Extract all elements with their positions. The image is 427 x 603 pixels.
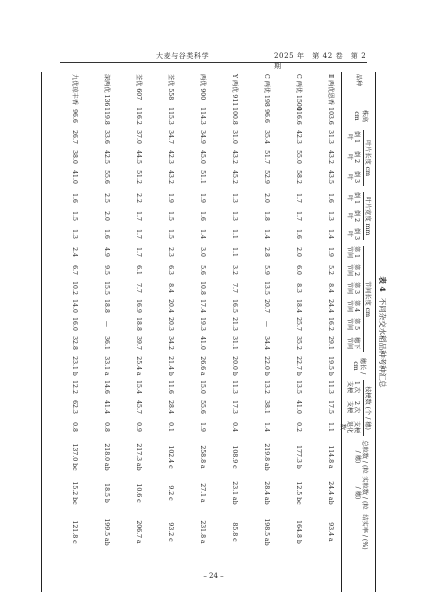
table-cell: 20.0 b [231,356,238,376]
table-cell: 16.5 [231,299,238,313]
table-cell: 15.2 bc [71,481,78,505]
table-cell: 13.5 [263,281,270,295]
table-cell: 2.0 [295,247,302,257]
table-cell: 1.7 [135,247,142,257]
table-cell: 31.0 [231,130,238,144]
sub-header-leaf-width-2: 倒 2 叶 [346,209,360,223]
table-cell: 19.5 b [327,356,334,376]
group-underline [363,380,364,436]
height-header: 株高 [361,109,368,123]
table-cell: 1.9 [167,193,174,203]
table-cell: 1.3 [231,193,238,203]
table-cell: 20.7 [263,299,270,313]
table-cell: 42.5 [103,150,110,164]
table-cell: 15.0 [199,380,206,394]
table-cell: 85.8 c [231,522,238,542]
table-cell: 164.8 b [295,520,302,544]
table-cell: 1.1 [327,422,334,432]
table-cell: 43.5 [327,170,334,184]
sub-header-leaf-width-3: 倒 3 叶 [346,227,360,241]
table-cell: 219.8 ab [263,443,270,471]
table-cell: 16.9 [135,299,142,313]
table-cell: 2.0 [263,193,270,203]
sub-header-branches-3: 支梗 退化数 [339,420,360,434]
table-cell: 93.4 a [327,522,334,542]
sub-header-leaf-length-2: 倒 2 叶 [346,150,360,164]
table-cell: 62.3 [71,400,78,414]
table-cell: 1.6 [295,229,302,239]
table-cell: 32.8 [71,336,78,350]
variety-name: Y 两优 911 [231,74,238,107]
table-cell: 28.4 ab [263,481,270,505]
table-cell: 25.7 [295,317,302,331]
table-cell: 15.4 [135,380,142,394]
table-cell: 16.2 [327,317,334,331]
table-cell: 23.1 ab [231,481,238,505]
table-cell: 1.6 [327,193,334,203]
table-cell: 20.3 [167,317,174,331]
table-cell: 1.7 [135,211,142,221]
table-cell: 45.0 [199,150,206,164]
page-number: – 24 – [203,572,224,580]
table-cell: 1.8 [263,211,270,221]
variety-header: 品种 [355,74,362,87]
table-cell: 44.5 [135,150,142,164]
variety-name: 荃优 558 [167,74,174,101]
total-grains-header: 总粒数 / (粒 / 穗) [354,440,368,474]
table-cell: 21.4 b [167,356,174,376]
table-cell: 0.4 [231,422,238,432]
table-cell: 102.4 c [167,445,174,469]
table-cell: 6.3 [167,265,174,275]
sub-header-internode-3: 第 3 节间 [346,281,360,295]
table-cell: 258.8 a [199,445,206,469]
table-cell: 1.5 [167,211,174,221]
table-cell: 93.2 c [167,522,174,542]
sub-header-leaf-length-3: 倒 3 叶 [346,170,360,184]
table-cell: 25.4 a [135,356,142,376]
table-cell: 22.7 b [295,356,302,376]
table-cell: 35.2 [295,336,302,350]
table-cell: 33.1 a [103,356,110,376]
table-cell: 18.8 [103,299,110,313]
table-cell: 1.7 [295,193,302,203]
table-cell: 42.3 [167,150,174,164]
sub-header-internode-5: 第 5 节间 [346,317,360,331]
issue-info: 2025 年 第 42 卷 第 2 期 [274,52,367,70]
variety-name: 两优 900 [199,74,206,101]
table-cell: 1.5 [167,229,174,239]
top-rule [375,72,376,592]
running-header [60,50,367,70]
table-cell: 10.8 [199,281,206,295]
table-cell: 26.6 a [199,356,206,376]
table-cell: 218.0 ab [103,443,110,471]
table-cell: — [103,320,110,328]
sub-header-branches-1: 1 次 支梗 [346,380,360,394]
table-cell: 114.3 [199,107,206,125]
sub-header-branches-2: 2 次 支梗 [346,400,360,414]
table-cell: 1.3 [71,229,78,239]
header-rule [341,72,342,592]
bottom-rule [41,72,42,592]
variety-name: 荃优 607 [135,74,142,101]
table-cell: 5.2 [327,265,334,275]
setting-rate-header: 结实率 / (%) [361,514,368,550]
table-cell: 11.6 [167,380,174,394]
table-cell: 6.1 [135,265,142,275]
table-cell: 33.6 [103,130,110,144]
table-cell: 17.3 [231,400,238,414]
table-cell: 1.4 [263,422,270,432]
table-cell: 206.7 a [135,520,142,544]
table-cell: 116.2 [135,107,142,125]
group-underline [363,246,364,352]
table-cell: 121.8 c [71,520,78,544]
table-cell: 20.4 [167,299,174,313]
table-cell: 41.0 [71,170,78,184]
table-cell: 10.2 [71,281,78,295]
table-cell: 8.3 [295,283,302,293]
filled-grains-header: 实粒数 / (粒 / 穗) [354,476,368,510]
table-cell: 43.2 [231,150,238,164]
table-cell: 1.7 [135,229,142,239]
table-cell: 41.0 [199,336,206,350]
group-underline [363,192,364,240]
table-cell: 41.4 [103,400,110,414]
table-cell: 22.0 b [263,356,270,376]
table-cell: 12.5 bc [295,481,302,505]
table-caption [377,72,388,592]
table-cell: 24.4 ab [327,481,334,505]
table-cell: 8.4 [327,283,334,293]
table-cell: 12.2 [71,380,78,394]
table-cell: 15.5 [103,281,110,295]
sub-header-internode-2: 第 2 节间 [346,263,360,277]
table-cell: 1.1 [231,247,238,257]
sub-header-leaf-length-1: 倒 1 叶 [346,130,360,144]
table-cell: 1.9 [327,247,334,257]
leaf-length-group: 叶片长度 cm [364,139,371,177]
table-cell: 177.3 b [295,445,302,469]
table-cell: 55.0 [295,150,302,164]
table-cell: 31.3 [327,130,334,144]
table-cell: 51.2 [135,170,142,184]
table-cell: 43.2 [167,170,174,184]
table-cell: 41.0 [295,400,302,414]
table-cell: 34.9 [199,130,206,144]
variety-name: C 两优 198 [263,74,270,107]
table-cell: 137.0 bc [71,443,78,471]
table-cell: 1.1 [231,229,238,239]
table-cell: 96.6 [263,109,270,123]
table-cell: 23.1 b [71,356,78,376]
table-cell: 26.7 [71,130,78,144]
variety-name: Ⅱ 两优恩香 [327,74,334,105]
table-cell: 35.4 [263,130,270,144]
table-cell: 2.2 [135,193,142,203]
table-cell: 37.0 [135,130,142,144]
sub-header-internode-1: 第 1 节间 [346,245,360,259]
table-cell: 51.1 [199,170,206,184]
table-cell: 13.5 [295,380,302,394]
table-cell: 7.7 [135,283,142,293]
table-cell: 199.5 ab [103,518,110,546]
table-cell: 1.6 [103,229,110,239]
panicle-header: 穗长 / cm [352,357,366,375]
table-cell: 17.4 [199,299,206,313]
table-cell: 34.2 [167,336,174,350]
table-cell: 96.6 [71,109,78,123]
table-cell: 2.5 [103,193,110,203]
table-cell: 6.0 [295,265,302,275]
table-cell: 231.8 a [199,520,206,544]
table-cell: 6.7 [71,265,78,275]
table-cell: 51.7 [263,150,270,164]
table-cell: 1.9 [199,193,206,203]
table-cell: 58.2 [295,170,302,184]
table-cell: 9.2 c [167,485,174,501]
table-cell: 39.7 [135,336,142,350]
table-cell: 55.6 [103,170,110,184]
table-cell: 1.7 [295,211,302,221]
table-cell: 2.4 [71,247,78,257]
table-cell: 42.3 [295,130,302,144]
table-cell: 45.2 [231,170,238,184]
table-cell: 10.6 c [135,483,142,503]
table-cell: 115.3 [167,107,174,125]
table-cell: 1.6 [71,193,78,203]
table-cell: 217.3 ab [135,443,142,471]
table-cell: 28.4 [167,400,174,414]
table-cell: 5.6 [199,265,206,275]
table-cell: 55.6 [199,400,206,414]
table-cell: 18.5 b [103,483,110,503]
table-cell: 1.4 [199,229,206,239]
sub-header-internode-4: 第 4 节间 [346,299,360,313]
table-cell: 1.5 [71,211,78,221]
table-cell: 14.0 [71,299,78,313]
table-cell: 9.5 [103,265,110,275]
table-label: 表 4 [378,276,387,292]
table-cell: 2.8 [263,247,270,257]
table-cell: 100.8 [231,107,238,125]
table-cell: 8.4 [167,283,174,293]
table-title: 不同杂交水稻品种考种汇总 [378,297,387,388]
table-cell: 36.1 [103,336,110,350]
table-cell: 5.9 [263,265,270,275]
table-cell: 11.3 [327,380,334,394]
table-cell: 1.4 [327,229,334,239]
table-cell: 3.0 [199,247,206,257]
sub-header-leaf-width-1: 倒 1 叶 [346,191,360,205]
table-cell: 2.0 [103,211,110,221]
table-cell: 119.8 [103,107,110,125]
variety-name: 九优琼丰香 [71,74,78,105]
table-cell: 114.8 a [327,445,334,469]
table-cell: 18.8 [135,317,142,331]
table-cell: 1.3 [231,211,238,221]
table-cell: 31.1 [231,336,238,350]
table-cell: 14.6 [103,380,110,394]
table-cell: 1.9 [199,422,206,432]
variety-name: 深两优 136 [103,74,110,107]
branches-group: 枝梗数 (个 / 穗) [364,386,371,430]
journal-name: 大麦与谷类科学 [156,52,210,60]
table-cell: 3.2 [231,265,238,275]
table-cell: 52.9 [263,170,270,184]
table-cell: 7.7 [231,283,238,293]
table-cell: 34.4 [263,336,270,350]
table-cell: 21.3 [231,317,238,331]
table-cell: 19.3 [199,317,206,331]
table-cell: 27.1 a [199,483,206,503]
table-cell: 4.9 [103,247,110,257]
table-cell: 17.5 [327,400,334,414]
table-cell: 38.1 [263,400,270,414]
table-cell: 103.6 [327,107,334,125]
table-cell: 108.9 c [231,445,238,469]
table-cell: 1.3 [327,211,334,221]
table-cell: 0.9 [135,422,142,432]
table-cell: 24.4 [327,299,334,313]
table-cell: 1.4 [263,229,270,239]
sub-header-internode-6: 穗下节间 [346,336,360,350]
table-cell: 0.1 [167,422,174,432]
group-underline [363,130,364,186]
table-cell: 1.6 [199,211,206,221]
internode-group: 节间长度 cm [364,280,371,318]
table-cell: 29.1 [327,336,334,350]
table-cell: 38.0 [71,150,78,164]
table-cell: 13.2 [263,380,270,394]
table-cell: 0.8 [103,422,110,432]
table-cell: 16.0 [71,317,78,331]
table-cell: — [263,320,270,328]
table-cell: 34.7 [167,130,174,144]
table-cell: 116.6 [295,107,302,125]
variety-name: C 两优 1500 [295,74,302,111]
table-cell: 198.5 ab [263,518,270,546]
table-cell: 43.2 [327,150,334,164]
table-cell: 0.2 [295,422,302,432]
table-cell: 0.8 [71,422,78,432]
height-unit: cm [353,111,360,121]
leaf-width-group: 叶片宽度 mm [364,196,371,236]
table-cell: 2.3 [167,247,174,257]
rotated-table [35,72,390,592]
table-cell: 11.3 [231,380,238,394]
table-cell: 45.7 [135,400,142,414]
table-cell: 18.4 [295,299,302,313]
